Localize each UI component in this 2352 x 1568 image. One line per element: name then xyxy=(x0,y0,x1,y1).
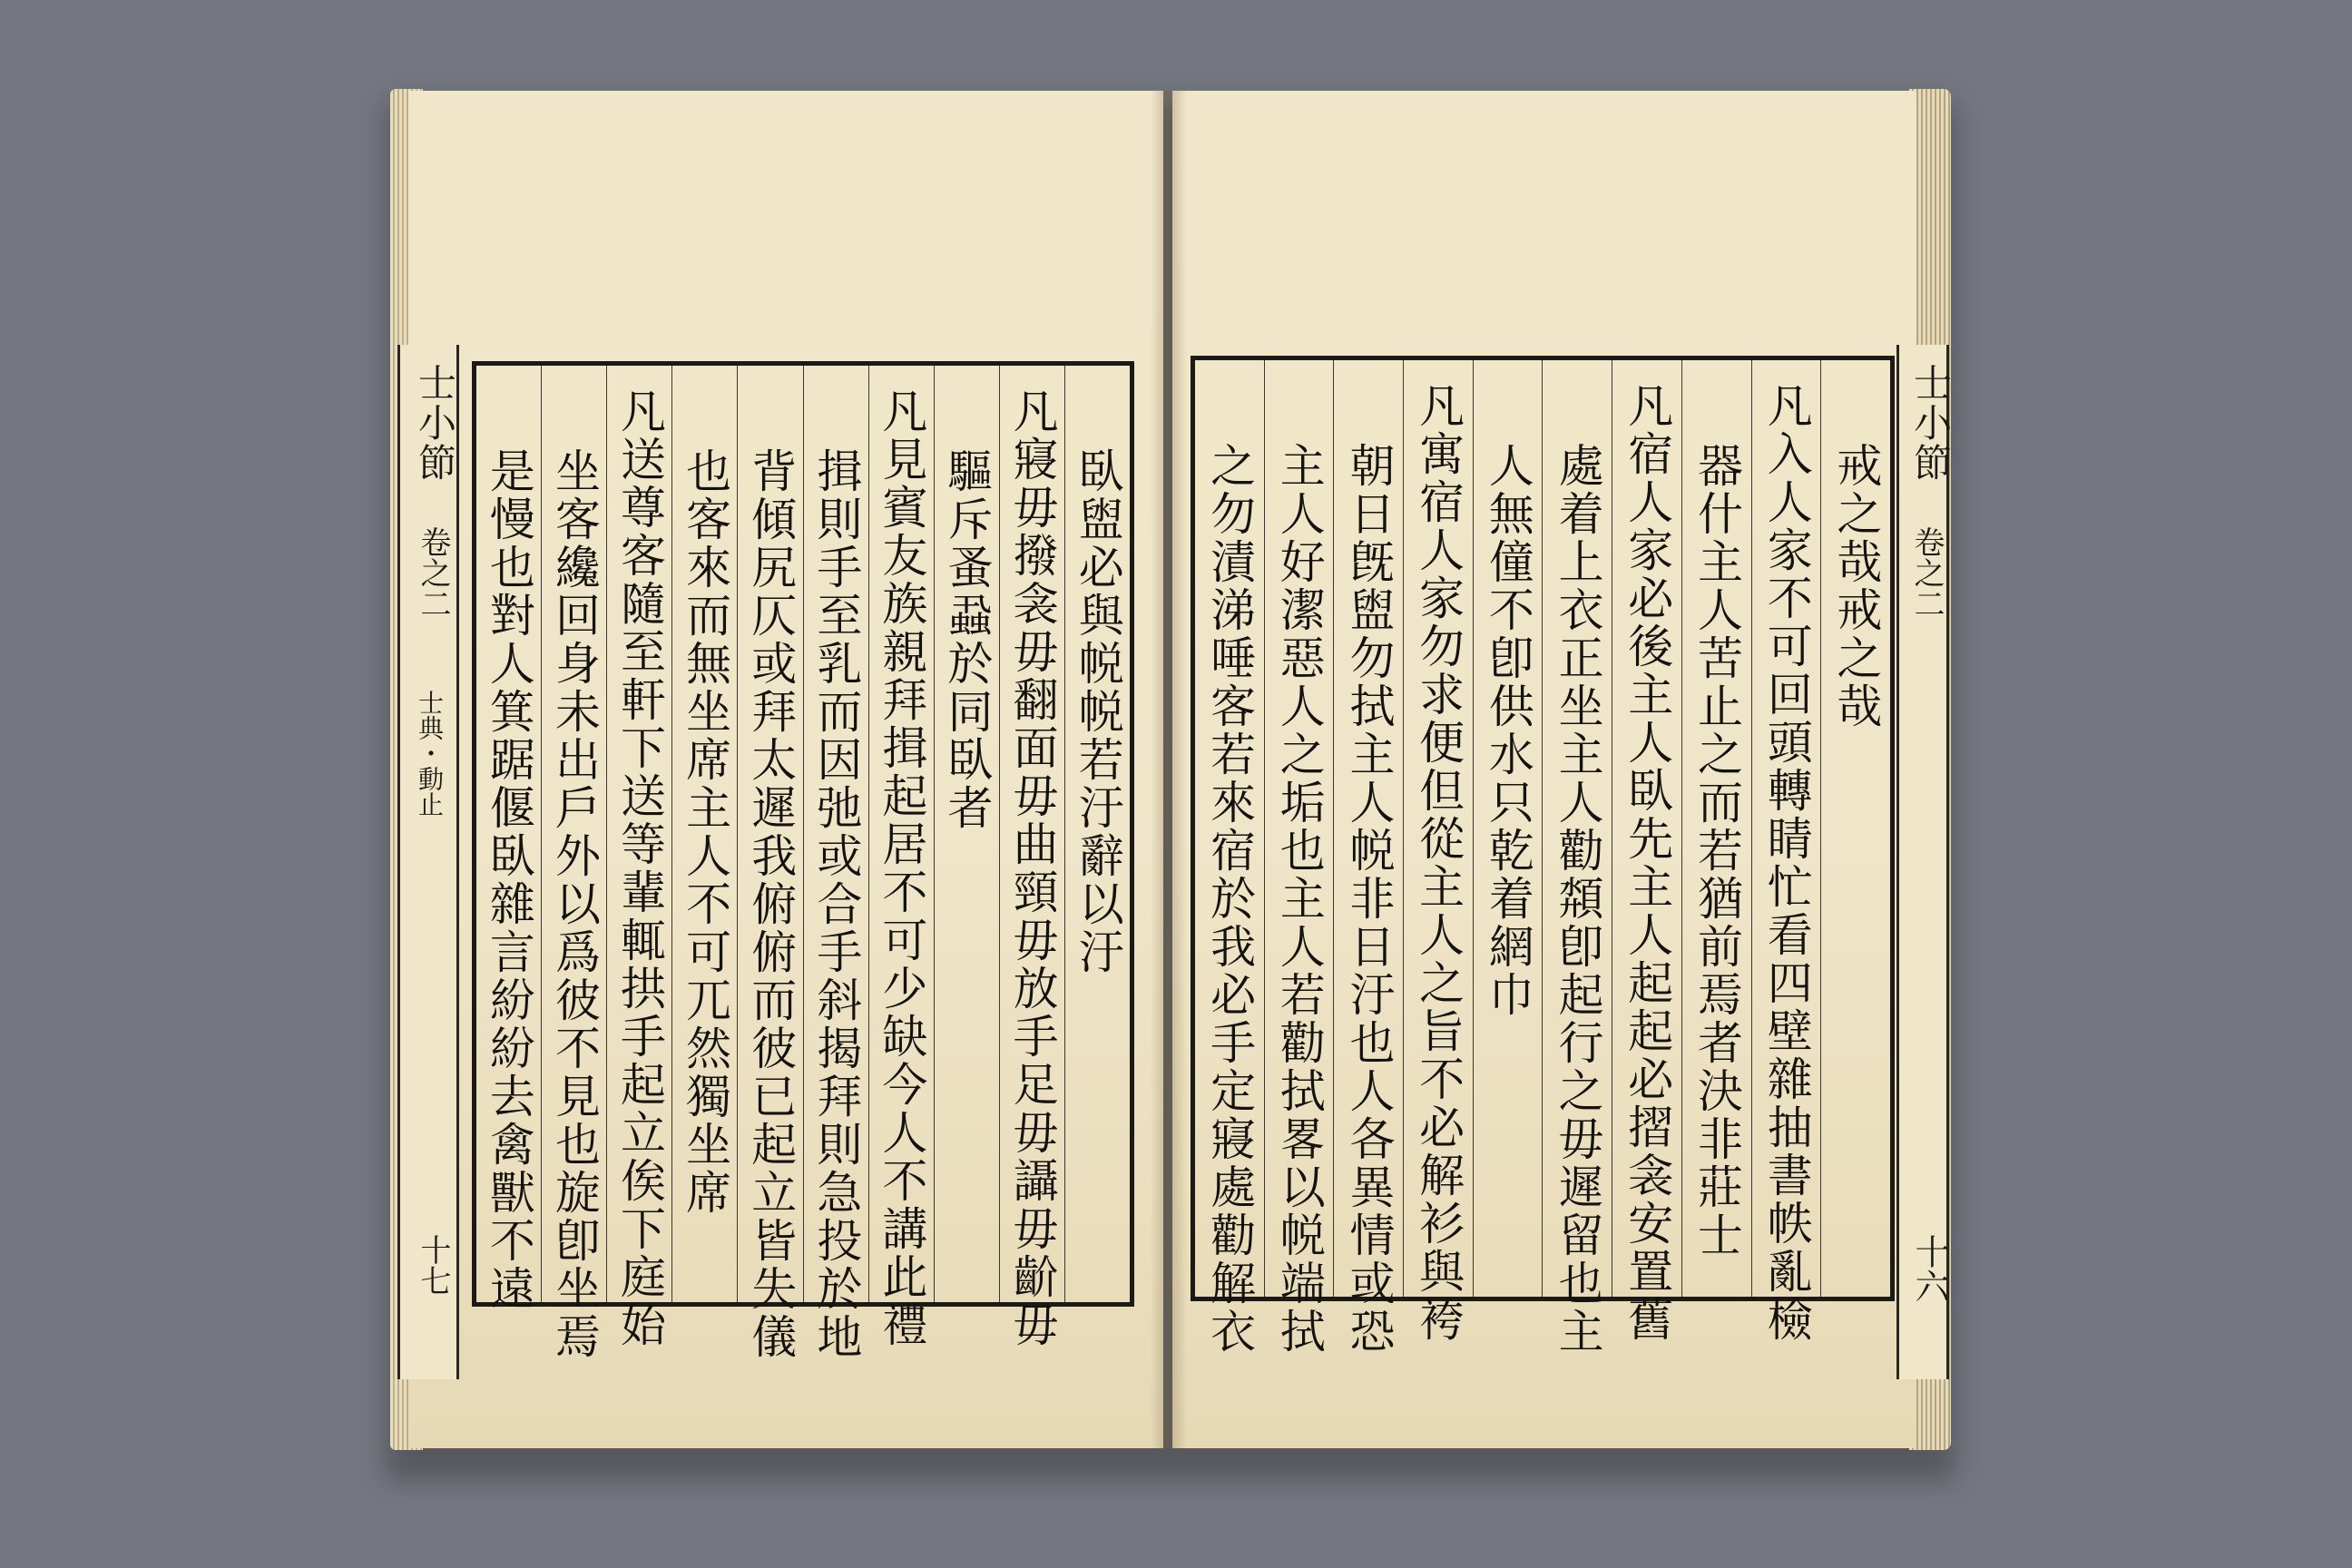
left-banxin-title: 士小節 xyxy=(413,363,457,483)
right-text-frame xyxy=(1191,356,1895,1356)
left-columns xyxy=(476,366,1130,1361)
column-text: 驅斥蚤蝨於同臥者 xyxy=(940,447,994,832)
text-column xyxy=(1195,360,1264,1356)
column-text: 人無僮不卽供水只乾着網巾 xyxy=(1481,442,1534,1019)
left-text-frame xyxy=(472,361,1134,1361)
column-text: 坐客纔回身未出戶外以爲彼不見也旋卽坐焉 xyxy=(547,447,601,1361)
left-banxin xyxy=(397,345,459,1379)
text-column xyxy=(606,366,671,1349)
column-text: 背傾尻仄或拜太遲我俯俯而彼已起立皆失儀 xyxy=(744,447,798,1361)
text-column xyxy=(476,366,541,1313)
right-banxin-volume: 卷之二 xyxy=(1908,526,1945,619)
text-column xyxy=(803,366,868,1361)
column-text: 凡入人家不可回頭轉睛忙看四壁雜抽書帙亂檢 xyxy=(1759,382,1813,1344)
left-banxin-volume: 卷之二 xyxy=(415,526,451,619)
column-text: 主人好潔惡人之垢也主人若勸拭畧以帨端拭 xyxy=(1272,442,1326,1356)
column-text: 凡見賓友族親拜揖起居不可少缺今人不講此禮 xyxy=(875,387,928,1349)
column-text: 朝日旣盥勿拭主人帨非日汙也人各異情或恐 xyxy=(1342,442,1396,1356)
column-text: 處着上衣正坐主人勸頮卽起行之毋遲留也主 xyxy=(1551,442,1604,1356)
text-column xyxy=(671,366,737,1302)
text-column xyxy=(1820,360,1890,1297)
text-column xyxy=(868,366,934,1349)
text-column xyxy=(1612,360,1681,1344)
text-column xyxy=(737,366,802,1361)
column-text: 凡宿人家必後主人臥先主人起起必摺衾安置舊 xyxy=(1621,382,1674,1344)
right-columns xyxy=(1195,360,1890,1356)
right-banxin xyxy=(1896,345,1953,1379)
right-banxin-folio: 十六 xyxy=(1909,1234,1949,1303)
right-banxin-title: 士小節 xyxy=(1908,363,1953,483)
text-column xyxy=(1542,360,1612,1356)
text-column xyxy=(1403,360,1473,1344)
column-text: 揖則手至乳而因弛或合手斜揭拜則急投於地 xyxy=(809,447,863,1361)
text-column xyxy=(1064,366,1130,1302)
column-text: 是慢也對人箕踞偃臥雜言紛紛去禽獸不遠 xyxy=(482,447,535,1313)
text-column xyxy=(999,366,1064,1349)
text-column xyxy=(1681,360,1751,1297)
text-column xyxy=(1264,360,1334,1356)
text-column xyxy=(541,366,606,1361)
column-text: 臥盥必與帨帨若汙辭以汙 xyxy=(1071,447,1124,976)
column-text: 凡寢毋撥衾毋翻面毋曲頸毋放手足毋讘毋齘毋 xyxy=(1005,387,1059,1349)
text-column xyxy=(934,366,999,1302)
column-text: 凡送尊客隨至軒下送等輩輒拱手起立俟下庭始 xyxy=(613,387,667,1349)
column-text: 凡寓宿人家勿求便但從主人之旨不必解衫與袴 xyxy=(1412,382,1465,1344)
text-column xyxy=(1473,360,1543,1297)
text-column xyxy=(1751,360,1821,1344)
book-gutter xyxy=(1151,91,1187,1448)
column-text: 之勿漬涕唾客若來宿於我必手定寢處勸解衣 xyxy=(1203,442,1257,1356)
text-column xyxy=(1333,360,1403,1356)
column-text: 器什主人苦止之而若猶前焉者決非莊士 xyxy=(1690,442,1743,1259)
left-banxin-section: 士典・動止 xyxy=(415,690,445,817)
left-banxin-folio: 十七 xyxy=(415,1234,451,1296)
column-text: 也客來而無坐席主人不可兀然獨坐席 xyxy=(679,447,732,1217)
column-text: 戒之哉戒之哉 xyxy=(1829,442,1883,730)
